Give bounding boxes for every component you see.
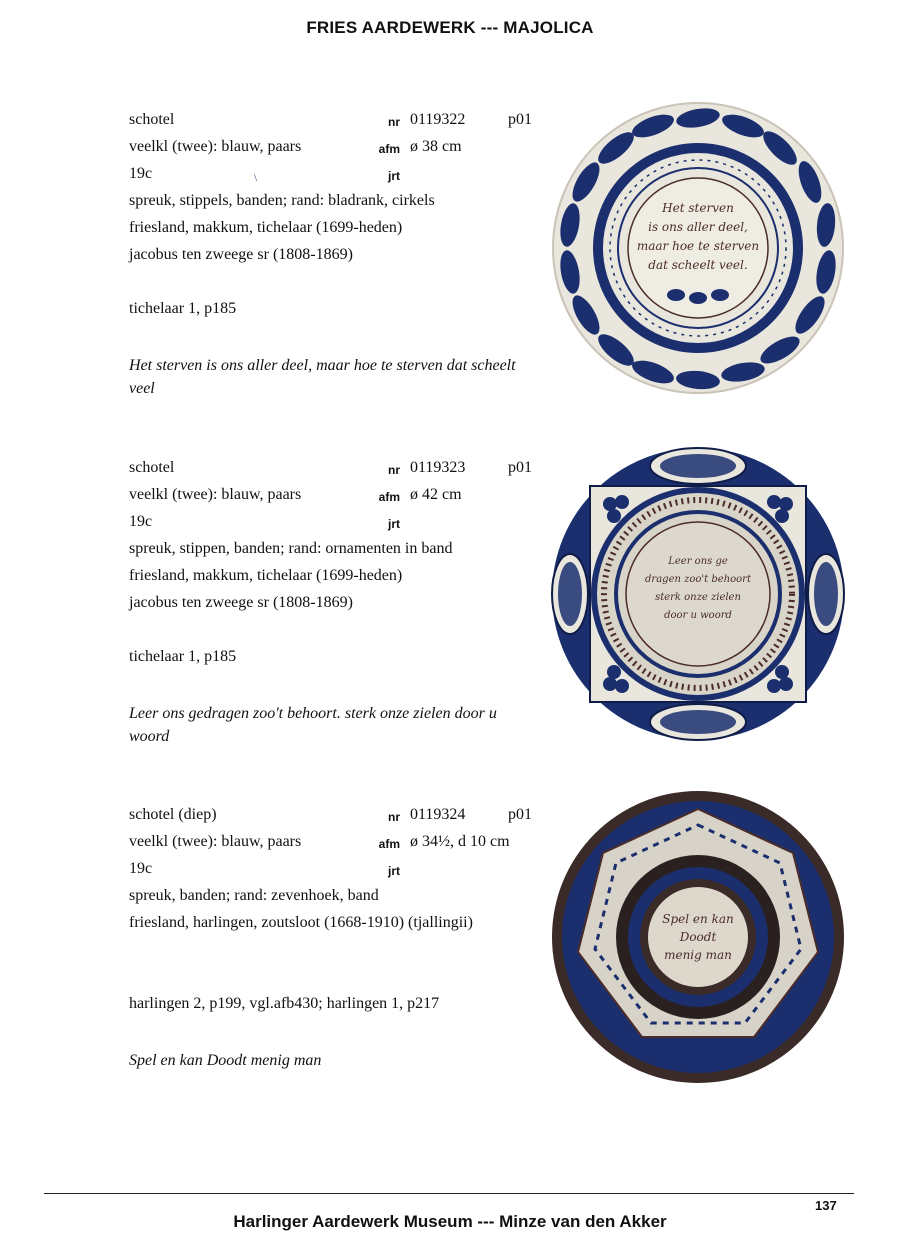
value-fabrikaat: friesland, makkum, tichelaar (1699-heden) bbox=[129, 219, 403, 236]
value-afm: ø 38 cm bbox=[410, 138, 462, 155]
value-voorstelling: spreuk, banden; rand: zevenhoek, band bbox=[129, 887, 379, 904]
label-jrt: jrt bbox=[388, 864, 400, 878]
value-datering: 19c bbox=[129, 165, 153, 182]
label-nr: nr bbox=[388, 810, 400, 824]
plate-illustration bbox=[548, 787, 848, 1087]
plate-photo bbox=[548, 100, 848, 400]
value-opschrift: Het sterven is ons aller deel, maar hoe te sterven dat scheelt veel bbox=[129, 357, 516, 397]
value-voorwerp: schotel bbox=[129, 111, 175, 128]
plate-illustration bbox=[548, 100, 848, 400]
value-voorstelling: spreuk, stippen, banden; rand: ornamenten in band bbox=[129, 540, 453, 557]
value-literatuur: tichelaar 1, p185 bbox=[129, 648, 237, 665]
label-afm: afm bbox=[378, 490, 400, 504]
plate-inscription-line: door u woord bbox=[664, 610, 732, 621]
value-kleur: veelkl (twee): blauw, paars bbox=[129, 486, 302, 503]
value-kleur: veelkl (twee): blauw, paars bbox=[129, 833, 302, 850]
value-kleur: veelkl (twee): blauw, paars bbox=[129, 138, 302, 155]
plate-inscription-line: dragen zoo't behoort bbox=[645, 574, 751, 585]
page-number: 137 bbox=[815, 1198, 837, 1213]
plate-inscription-line: Het sterven bbox=[662, 201, 734, 215]
plate-illustration bbox=[548, 444, 848, 744]
plate-inscription-line: Spel en kan bbox=[662, 912, 734, 926]
value-page-code: p01 bbox=[508, 459, 532, 476]
value-voorstelling: spreuk, stippels, banden; rand: bladrank, cirkels bbox=[129, 192, 435, 209]
value-voorwerp: schotel bbox=[129, 459, 175, 476]
label-jrt: jrt bbox=[388, 517, 400, 531]
plate-inscription-line: Leer ons ge bbox=[668, 556, 728, 567]
value-literatuur: harlingen 2, p199, vgl.afb430; harlingen 1, p217 bbox=[129, 995, 440, 1012]
value-afm: ø 42 cm bbox=[410, 486, 462, 503]
page-title: FRIES AARDEWERK --- MAJOLICA bbox=[306, 18, 594, 37]
value-nr: 0119323 bbox=[410, 459, 466, 476]
label-afm: afm bbox=[378, 142, 400, 156]
value-opschrift: Leer ons gedragen zoo't behoort. sterk onze zielen door u woord bbox=[129, 705, 497, 745]
plate-inscription-line: is ons aller deel, bbox=[648, 220, 748, 234]
value-datering: 19c bbox=[129, 860, 153, 877]
value-schilder: jacobus ten zweege sr (1808-1869) bbox=[129, 246, 353, 263]
value-page-code: p01 bbox=[508, 111, 532, 128]
plate-inscription-line: maar hoe te sterven bbox=[636, 239, 760, 253]
stray-mark-icon: \ bbox=[254, 172, 258, 184]
plate-inscription-line: dat scheelt veel. bbox=[648, 258, 748, 272]
value-schilder: jacobus ten zweege sr (1808-1869) bbox=[129, 594, 353, 611]
value-fabrikaat: friesland, makkum, tichelaar (1699-heden) bbox=[129, 567, 403, 584]
catalog-entry bbox=[0, 456, 900, 776]
value-fabrikaat: friesland, harlingen, zoutsloot (1668-1910) (tjallingii) bbox=[129, 914, 473, 931]
value-datering: 19c bbox=[129, 513, 153, 530]
catalog-entry bbox=[0, 108, 900, 428]
plate-photo bbox=[548, 444, 848, 744]
value-afm: ø 34½, d 10 cm bbox=[410, 833, 510, 850]
plate-inscription-line: sterk onze zielen bbox=[655, 592, 741, 603]
value-voorwerp: schotel (diep) bbox=[129, 806, 217, 823]
page-footer: Harlinger Aardewerk Museum --- Minze van den Akker bbox=[233, 1212, 667, 1231]
value-literatuur: tichelaar 1, p185 bbox=[129, 300, 237, 317]
plate-inscription-line: Doodt bbox=[679, 930, 717, 944]
label-nr: nr bbox=[388, 463, 400, 477]
plate-inscription-line: menig man bbox=[664, 948, 732, 962]
footer-divider bbox=[44, 1193, 854, 1194]
value-nr: 0119324 bbox=[410, 806, 466, 823]
catalog-entry bbox=[0, 803, 900, 1123]
value-page-code: p01 bbox=[508, 806, 532, 823]
plate-photo bbox=[548, 787, 848, 1087]
value-nr: 0119322 bbox=[410, 111, 466, 128]
label-afm: afm bbox=[378, 837, 400, 851]
value-opschrift: Spel en kan Doodt menig man bbox=[129, 1052, 322, 1069]
label-nr: nr bbox=[388, 115, 400, 129]
label-jrt: jrt bbox=[388, 169, 400, 183]
